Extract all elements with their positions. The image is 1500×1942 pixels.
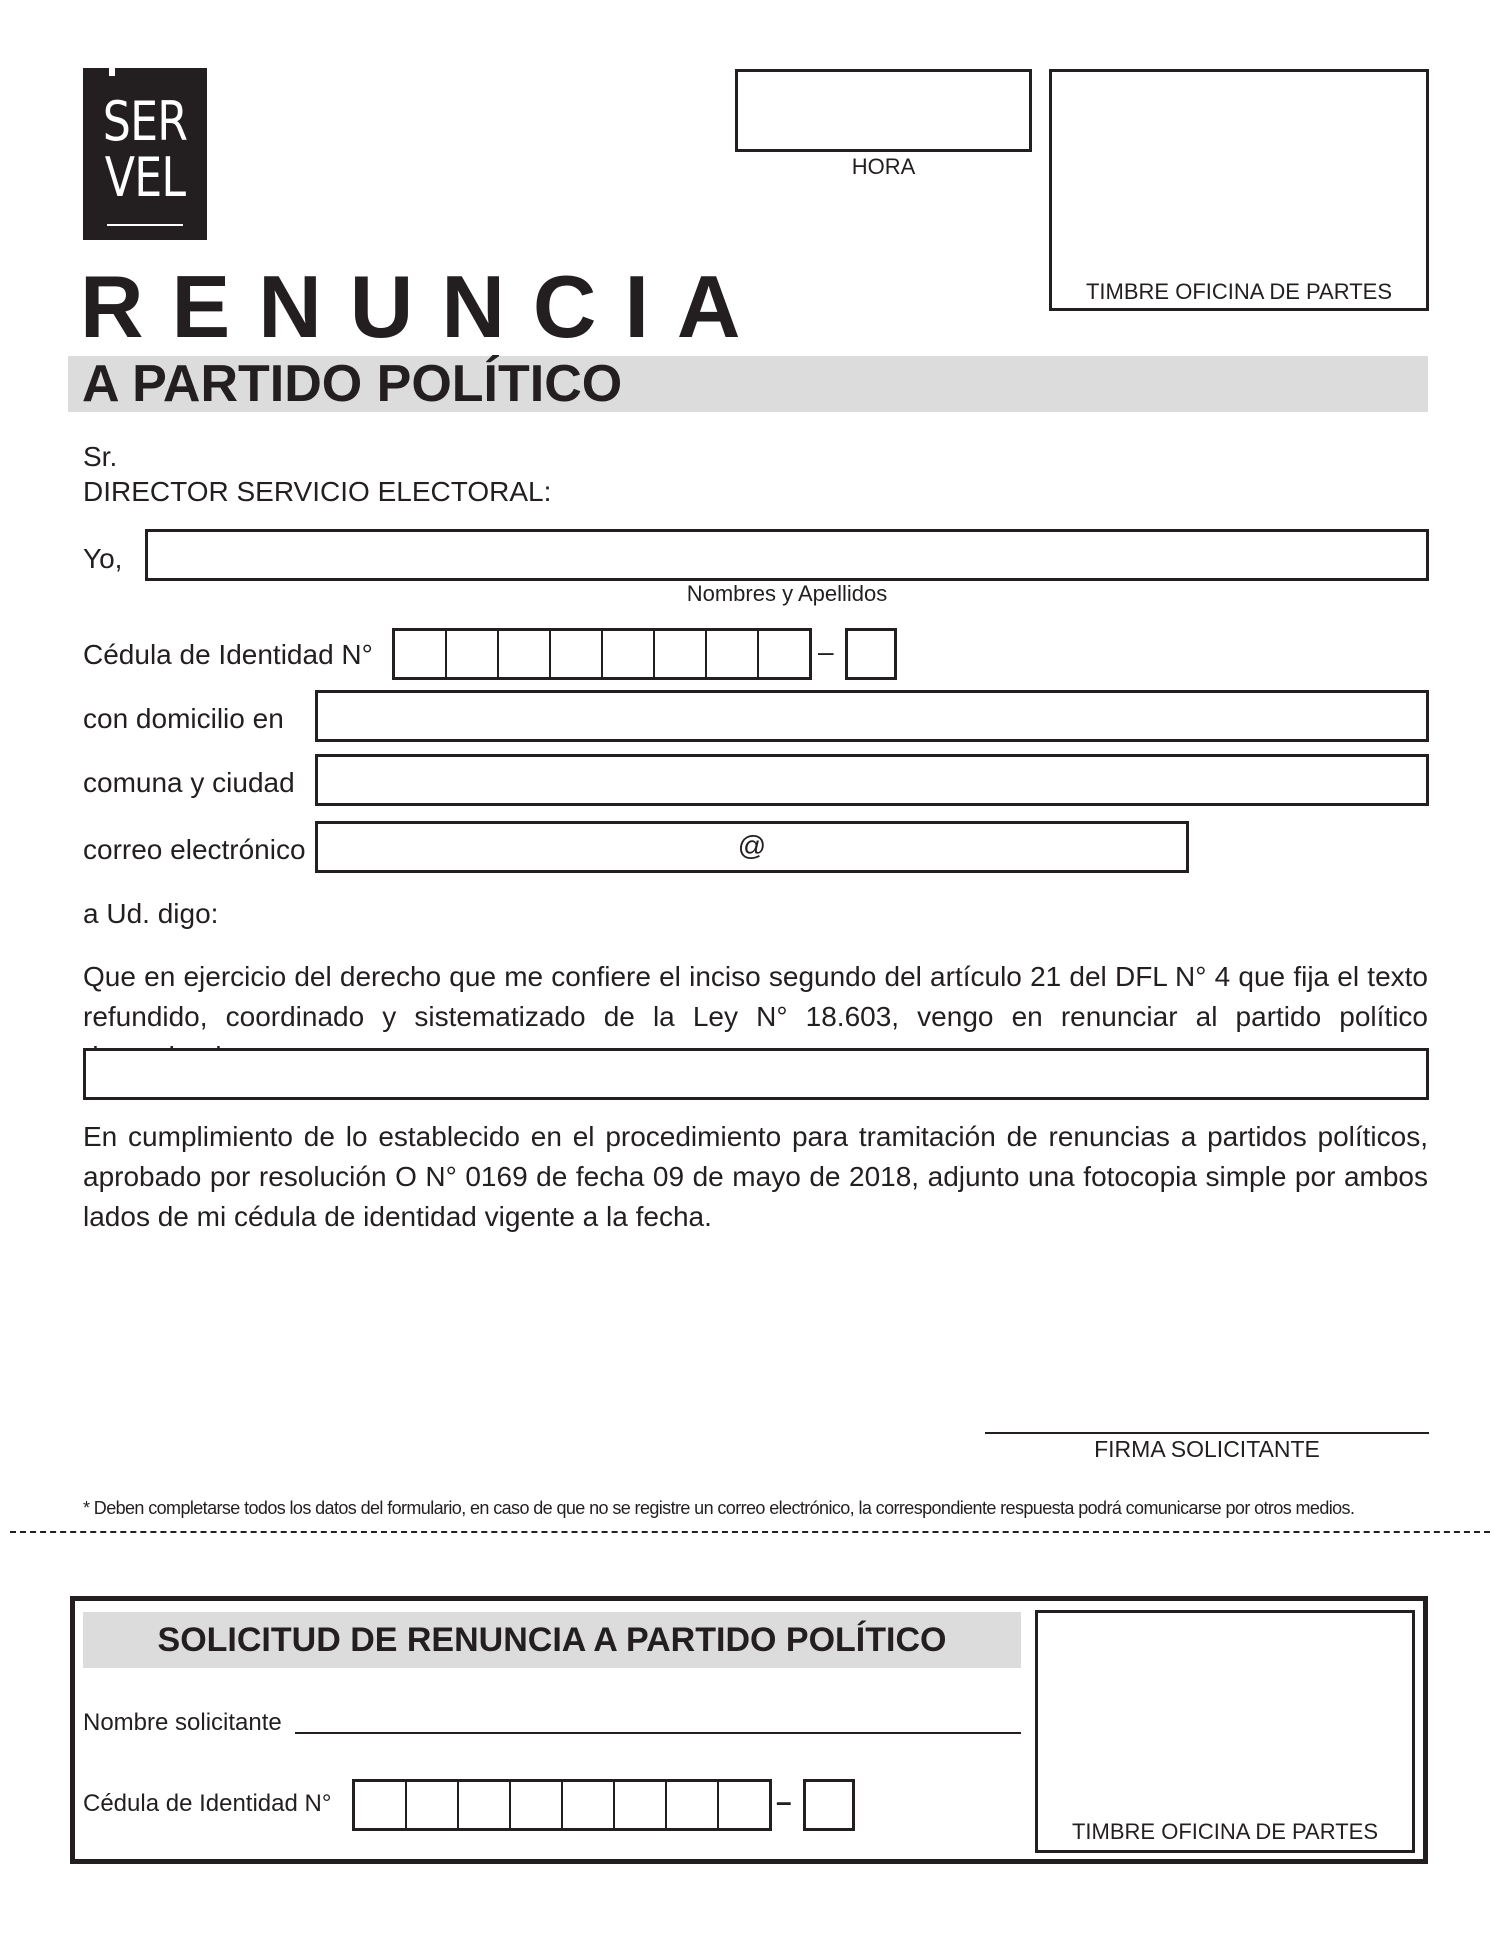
cedula-label: Cédula de Identidad N° xyxy=(83,639,373,670)
cedula-dash: – xyxy=(818,636,834,667)
cedula-digit[interactable] xyxy=(603,631,655,677)
receipt-name-line[interactable] xyxy=(295,1732,1021,1734)
receipt-title: SOLICITUD DE RENUNCIA A PARTIDO POLÍTICO xyxy=(157,1621,947,1659)
logo-line-1: SER xyxy=(102,90,188,153)
cedula-digit[interactable] xyxy=(499,631,551,677)
receipt-cedula-digit-boxes[interactable] xyxy=(352,1779,772,1831)
receipt-stamp-label: TIMBRE OFICINA DE PARTES xyxy=(1071,1819,1378,1844)
footnote: * Deben completarse todos los datos del formulario, en caso de que no se registre un correo electrónico, la correspondiente respuesta podrá comunicarse por otros medios. xyxy=(83,1498,1355,1518)
receipt-name-label: Nombre solicitante xyxy=(83,1709,282,1736)
cedula-check-digit[interactable] xyxy=(845,628,897,680)
receipt-stamp-box xyxy=(1035,1610,1415,1853)
cedula-digit[interactable] xyxy=(707,631,759,677)
cedula-digit[interactable] xyxy=(759,631,809,677)
receipt-cedula-digit[interactable] xyxy=(459,1782,511,1828)
receipt-cedula-digit[interactable] xyxy=(407,1782,459,1828)
hora-box[interactable] xyxy=(735,69,1032,152)
cedula-digit[interactable] xyxy=(395,631,447,677)
names-field[interactable] xyxy=(145,529,1429,581)
procedure-paragraph: En cumplimiento de lo establecido en el procedimiento para tramitación de renuncias a partidos políticos, aprobado por resolución O N° 0169 de fecha 09 de mayo de 2018, adjunto una fotocopia simple por ambos lados de mi cédula de identidad vigente a la fecha. xyxy=(83,1121,1428,1232)
cedula-digit[interactable] xyxy=(655,631,707,677)
cedula-digit[interactable] xyxy=(551,631,603,677)
stamp-label: TIMBRE OFICINA DE PARTES xyxy=(1085,279,1392,304)
domicilio-label: con domicilio en xyxy=(83,703,284,734)
receipt-cedula-digit[interactable] xyxy=(511,1782,563,1828)
receipt-cedula-digit[interactable] xyxy=(615,1782,667,1828)
renuncia-paragraph: Que en ejercicio del derecho que me confiere el inciso segundo del artículo 21 del DFL N° 4 que fija el texto refundido, coordinado y sistematizado de la Ley N° 18.603, vengo en renunciar al partido político xyxy=(83,961,1428,1032)
email-label: correo electrónico xyxy=(83,834,306,865)
email-field[interactable] xyxy=(315,821,1189,873)
cut-line xyxy=(10,1531,1490,1533)
stamp-box xyxy=(1049,69,1429,311)
domicilio-field[interactable] xyxy=(315,690,1429,742)
yo-label: Yo, xyxy=(83,543,123,574)
digo-label: a Ud. digo: xyxy=(83,898,219,929)
comuna-label: comuna y ciudad xyxy=(83,767,295,798)
receipt-cedula-label: Cédula de Identidad N° xyxy=(83,1790,332,1817)
receipt-cedula-digit[interactable] xyxy=(563,1782,615,1828)
receipt-cedula-digit[interactable] xyxy=(355,1782,407,1828)
servel-logo xyxy=(83,68,207,240)
logo-accent xyxy=(109,68,115,76)
receipt-cedula-check-digit[interactable] xyxy=(803,1779,855,1831)
logo-line-2: VEL xyxy=(104,146,186,209)
page-subtitle: A PARTIDO POLÍTICO xyxy=(82,355,623,413)
receipt-cedula-digit[interactable] xyxy=(667,1782,719,1828)
receipt-cedula-digit[interactable] xyxy=(719,1782,769,1828)
signature-label: FIRMA SOLICITANTE xyxy=(1094,1436,1320,1462)
salutation-sr: Sr. xyxy=(83,441,118,472)
receipt-cedula-dash: – xyxy=(776,1786,792,1817)
logo-underline xyxy=(107,224,183,226)
salutation-director: DIRECTOR SERVICIO ELECTORAL: xyxy=(83,476,552,507)
email-at-symbol: @ xyxy=(737,830,767,861)
cedula-digit-boxes[interactable] xyxy=(392,628,812,680)
hora-label: HORA xyxy=(851,154,916,179)
page-title: RENUNCIA xyxy=(80,257,769,356)
cedula-digit[interactable] xyxy=(447,631,499,677)
signature-line[interactable] xyxy=(985,1432,1429,1434)
party-name-field[interactable] xyxy=(83,1048,1429,1100)
comuna-field[interactable] xyxy=(315,754,1429,806)
names-caption: Nombres y Apellidos xyxy=(686,581,888,606)
